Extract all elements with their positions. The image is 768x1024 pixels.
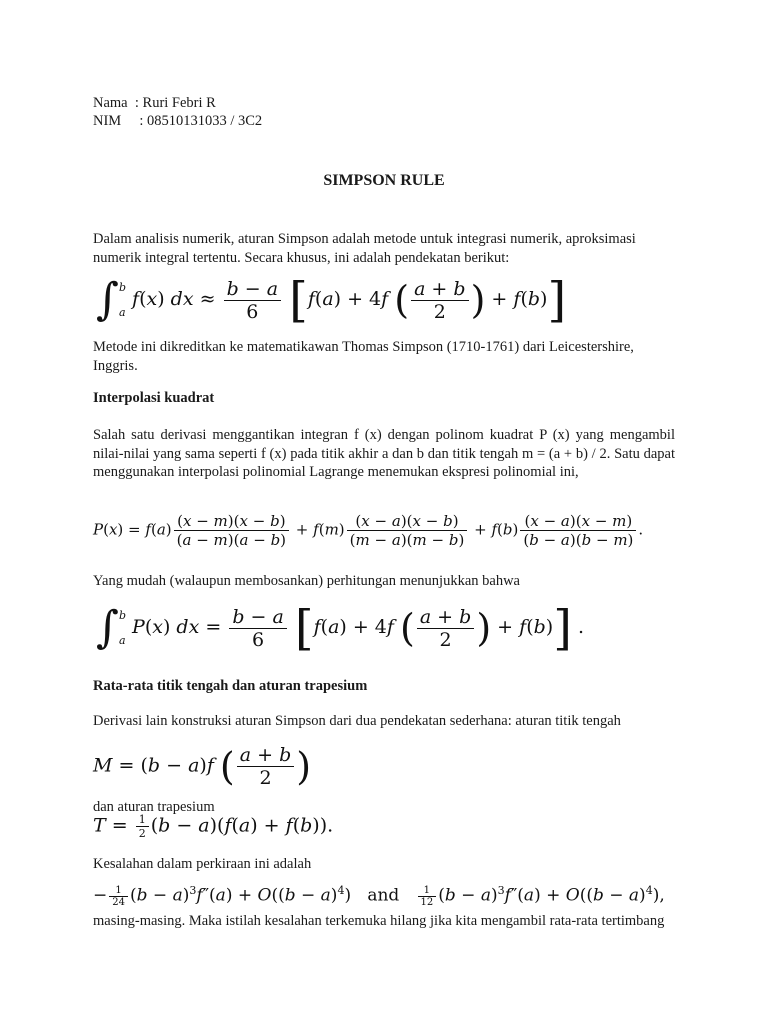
student-name: Nama : Ruri Febri R — [93, 95, 216, 111]
page-title: SIMPSON RULE — [323, 172, 445, 189]
trap-label: dan aturan trapesium — [93, 799, 215, 815]
heading-midpoint: Rata-rata titik tengah dan aturan trapesium — [93, 678, 368, 694]
derivation-paragraph: Derivasi lain konstruksi aturan Simpson dari dua pendekatan sederhana: aturan titik tengah — [93, 713, 621, 729]
easy-paragraph: Yang mudah (walaupun membosankan) perhitungan menunjukkan bahwa — [93, 573, 520, 589]
student-nim: NIM : 08510131033 / 3C2 — [93, 113, 263, 129]
error-formula: − $\frac{1}{24}$ $(b - a)^3f''(a) + O((b - a)^4)$ and $\frac{1}{12}$ $(b - a)^3f''(a) + O((b - a)^4)$, — [93, 884, 665, 908]
and-word: and — [367, 885, 400, 906]
trapezoid-formula: T = $\frac{1}{2}$ (b − a)(f(a) + f(b)). — [93, 813, 334, 840]
error-intro: Kesalahan dalam perkiraan ini adalah — [93, 856, 312, 872]
lagrange-formula: P(x) = f(a) $\frac{(x - m)(x - b)}{(a - m)(a - b)}$ + f(m) $\frac{(x - a)(x - b)}{(m - a)(m - b)}$ + f(b) $\frac{(x - a)(x - m)}{(b - a)(b - m)}$ . — [93, 512, 644, 549]
credit-paragraph: Metode ini dikreditkan ke matematikawan Thomas Simpson (1710-1761) dari Leicestershire, Inggris. — [93, 339, 634, 374]
integral-p-formula: ∫ b a P(x) dx = $\frac{b - a}{6}$ [f(a) + 4f ( $\frac{a + b}{2}$ ) + f(b)] . — [96, 600, 585, 656]
intro-paragraph: Dalam analisis numerik, aturan Simpson adalah metode untuk integrasi numerik, aproksimasi numerik integral tertentu. Secara khusus, ini adalah pendekatan berikut: — [93, 231, 636, 266]
midpoint-formula: M = (b − a)f ( $\frac{a + b}{2}$ ) — [93, 744, 312, 789]
final-paragraph: masing-masing. Maka istilah kesalahan terkemuka hilang jika kita mengambil rata-rata tertimbang — [93, 913, 665, 929]
simpson-formula: ∫ b a f(x) dx ≈ $\frac{b - a}{6}$ [f(a) + 4f ( $\frac{a + b}{2}$ ) + f(b)] — [96, 272, 567, 328]
interp-paragraph: Salah satu derivasi menggantikan integran f (x) dengan polinom kuadrat P (x) yang mengambil nilai-nilai yang sama seperti f (x) pada titik akhir a dan b dan titik tengah m = (a + b) / 2. Satu dapat menggunakan interpolasi polinomial Lagrange menemukan ekspresi polinomial ini, — [93, 427, 675, 480]
heading-interpolasi: Interpolasi kuadrat — [93, 390, 215, 406]
